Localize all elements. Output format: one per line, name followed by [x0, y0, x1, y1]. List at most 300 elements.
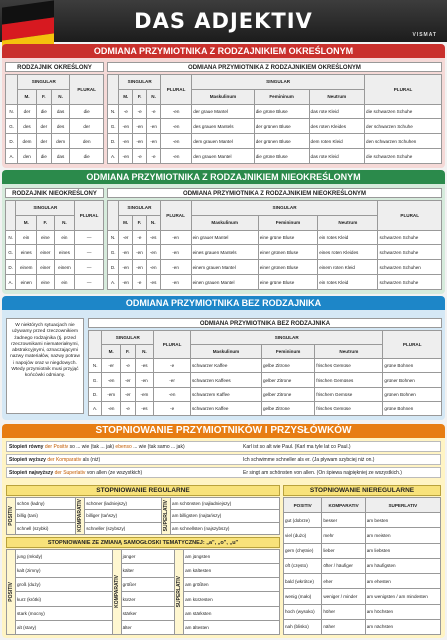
- table-row: [284, 619, 441, 634]
- header-cell: N.: [147, 89, 161, 104]
- table-cell: die schwarzen Schuhe: [365, 104, 442, 119]
- table-cell: gern (chętnie): [284, 543, 322, 558]
- table-cell: einen grauen Mantel: [191, 275, 258, 290]
- table-cell: [7, 550, 16, 635]
- comparison-text: Stopień wyższy: [9, 457, 48, 463]
- header-cell: PLURAL: [161, 75, 192, 105]
- table-cell: jünger: [121, 550, 174, 564]
- section-definite-article: [2, 44, 445, 168]
- table-row: [7, 578, 280, 592]
- header-cell: Neutrum: [309, 89, 365, 104]
- umlaut-title: STOPNIOWANIE ZE ZMIANĄ SAMOGŁOSKI TEMATYCZNEJ: „a", „o", „u": [6, 537, 280, 548]
- table-row: [284, 604, 441, 619]
- table-cell: -es: [146, 230, 160, 245]
- table-row: [284, 543, 441, 558]
- header-cell: M.: [102, 345, 121, 359]
- table-cell: -en: [147, 134, 161, 149]
- comparison-text: ebenso: [115, 444, 132, 450]
- table-cell: am ehesten: [365, 574, 440, 589]
- header-cell: SINGULAR: [16, 201, 75, 216]
- table-cell: am kältesten: [184, 564, 280, 578]
- table-cell: ein: [54, 275, 75, 290]
- table-cell: -en: [133, 245, 147, 260]
- table-cell: -em: [135, 387, 154, 401]
- table-cell: die grüne Bluse: [254, 104, 309, 119]
- section-title: ODMIANA PRZYMIOTNIKA Z RODZAJNIKIEM OKREŚLONYM: [2, 44, 445, 58]
- table-cell: -er: [119, 230, 133, 245]
- header-cell: SINGULAR: [192, 75, 365, 90]
- table-cell: eines grauen Mantels: [191, 245, 258, 260]
- table-cell: A.: [6, 275, 16, 290]
- table-cell: die: [70, 104, 104, 119]
- table-cell: ein: [16, 230, 37, 245]
- table-cell: -en: [119, 245, 133, 260]
- section-title: STOPNIOWANIE PRZYMIOTNIKÓW I PRZYSŁÓWKÓW: [2, 424, 445, 438]
- table-cell: näher: [322, 619, 365, 634]
- table-cell: frischen Gemüses: [315, 373, 383, 387]
- table-cell: -en: [119, 275, 133, 290]
- header-cell: Neutrum: [318, 215, 378, 230]
- table-cell: eines: [16, 245, 37, 260]
- table-cell: der grünen Bluse: [254, 134, 309, 149]
- table-row: [108, 149, 442, 164]
- table-cell: -en: [119, 134, 133, 149]
- table-cell: die: [70, 149, 104, 164]
- header-cell: F.: [37, 215, 55, 230]
- table-cell: dem: [51, 134, 70, 149]
- table-cell: einer: [37, 245, 55, 260]
- regular-table: [6, 497, 280, 535]
- table-cell: D.: [108, 134, 119, 149]
- table-cell: -en: [147, 119, 161, 134]
- table-cell: alt (stary): [16, 620, 113, 634]
- header-cell: Maskulinum: [192, 89, 255, 104]
- table-cell: kalt (zimny): [16, 564, 113, 578]
- column-label: SUPERLATIV: [176, 575, 183, 608]
- table-cell: eher: [322, 574, 365, 589]
- column-label: KOMPARATIV: [77, 499, 84, 532]
- right-subheader: ODMIANA PRZYMIOTNIKA Z RODZAJNIKIEM NIEOKREŚLONYM: [107, 188, 442, 198]
- table-cell: -en: [154, 387, 191, 401]
- table-cell: -en: [160, 230, 191, 245]
- table-cell: A.: [89, 401, 102, 415]
- table-cell: älter: [121, 620, 174, 634]
- table-cell: am besten: [365, 513, 440, 528]
- table-cell: der: [18, 104, 37, 119]
- table-row: [108, 260, 442, 275]
- table-cell: gelber Zitrone: [261, 373, 314, 387]
- table-row: [7, 498, 280, 510]
- table-cell: -en: [160, 245, 191, 260]
- table-cell: groß (duży): [16, 578, 113, 592]
- section-indefinite-article: [2, 170, 445, 294]
- table-cell: einen: [16, 275, 37, 290]
- table-cell: jung (młody): [16, 550, 113, 564]
- table-row: [89, 373, 442, 387]
- table-row: [6, 75, 104, 90]
- header-cell: M.: [119, 89, 133, 104]
- header-cell: SINGULAR: [102, 331, 154, 345]
- table-cell: kälter: [121, 564, 174, 578]
- table-cell: am häufigsten: [365, 558, 440, 573]
- header-cell: KOMPARATIV: [322, 498, 365, 513]
- table-cell: den: [70, 134, 104, 149]
- table-cell: kürzer: [121, 592, 174, 606]
- header-cell: [108, 75, 119, 105]
- header-cell: F.: [36, 89, 51, 104]
- header-cell: PLURAL: [383, 331, 442, 359]
- table-cell: das: [51, 104, 70, 119]
- table-row: [284, 498, 441, 513]
- table-cell: der schwarzen Schuhe: [365, 119, 442, 134]
- table-cell: einer grünen Bluse: [258, 245, 317, 260]
- header-cell: N.: [54, 215, 75, 230]
- header-cell: M.: [119, 215, 133, 230]
- left-subheader: RODZAJNIK NIEOKREŚLONY: [5, 188, 104, 198]
- header-cell: Femininum: [258, 215, 317, 230]
- table-row: [6, 245, 104, 260]
- table-cell: N.: [6, 104, 18, 119]
- table-cell: gut (dobrze): [284, 513, 322, 528]
- brand-logo: VISMAT: [412, 32, 437, 38]
- table-cell: ein rotes Kleid: [318, 275, 378, 290]
- table-row: [7, 606, 280, 620]
- table-cell: mehr: [322, 528, 365, 543]
- table-cell: das rote Kleid: [309, 149, 365, 164]
- table-cell: bald (wkrótce): [284, 574, 322, 589]
- umlaut-table: [6, 549, 280, 635]
- header-cell: SINGULAR: [119, 201, 160, 216]
- table-cell: des: [51, 119, 70, 134]
- title-bar: [0, 0, 447, 42]
- table-cell: -er: [120, 373, 135, 387]
- table-cell: N.: [108, 230, 119, 245]
- table-row: [7, 550, 280, 564]
- table-cell: grünen Bohnen: [383, 387, 442, 401]
- table-row: [6, 134, 104, 149]
- table-cell: A.: [108, 275, 119, 290]
- table-row: [108, 230, 442, 245]
- table-cell: N.: [6, 230, 16, 245]
- table-row: [108, 104, 442, 119]
- left-subheader: RODZAJNIK OKREŚLONY: [5, 62, 104, 72]
- table-cell: -er: [120, 387, 135, 401]
- table-cell: schön (ładny): [16, 498, 76, 510]
- table-cell: D.: [6, 260, 16, 275]
- header-cell: PLURAL: [70, 75, 104, 105]
- header-cell: N.: [51, 89, 70, 104]
- table-row: [6, 275, 104, 290]
- table-cell: -en: [119, 260, 133, 275]
- table-row: [89, 387, 442, 401]
- header-cell: POSITIV: [284, 498, 322, 513]
- table-cell: einer: [37, 260, 55, 275]
- header-cell: F.: [120, 345, 135, 359]
- table-row: [7, 510, 280, 522]
- comparison-text: Stopień najwyższy: [9, 470, 55, 476]
- ending-table: [107, 200, 442, 290]
- table-cell: das: [51, 149, 70, 164]
- article-table: [5, 74, 104, 164]
- table-cell: N.: [108, 104, 119, 119]
- comparison-text: Stopień równy: [9, 444, 45, 450]
- header-cell: Maskulinum: [191, 215, 258, 230]
- table-row: [7, 620, 280, 634]
- table-cell: größer: [121, 578, 174, 592]
- table-cell: -e: [147, 104, 161, 119]
- table-cell: -er: [102, 359, 121, 373]
- table-cell: -es: [135, 401, 154, 415]
- header-cell: PLURAL: [378, 201, 442, 231]
- regular-title: STOPNIOWANIE REGULARNE: [6, 485, 280, 496]
- table-cell: G.: [89, 373, 102, 387]
- table-cell: -en: [161, 134, 192, 149]
- table-cell: —: [75, 230, 104, 245]
- header-cell: N.: [146, 215, 160, 230]
- comparison-text: von allen (ze wszystkich): [85, 470, 143, 476]
- table-cell: -e: [119, 104, 133, 119]
- header-cell: SINGULAR: [191, 201, 378, 216]
- table-cell: D.: [108, 260, 119, 275]
- table-cell: schwarzer Kaffee: [191, 359, 262, 373]
- table-cell: ein rotes Kleid: [318, 230, 378, 245]
- comparison-row: [6, 441, 441, 452]
- table-row: [108, 75, 442, 90]
- header-cell: PLURAL: [154, 331, 191, 359]
- table-row: [284, 589, 441, 604]
- table-cell: -en: [102, 373, 121, 387]
- table-cell: billig (tani): [16, 510, 76, 522]
- header-cell: F.: [133, 89, 147, 104]
- table-cell: schwarzen Kaffee: [191, 401, 262, 415]
- table-cell: das rote Kleid: [309, 104, 365, 119]
- table-cell: besser: [322, 513, 365, 528]
- table-cell: gelbe Zitrone: [261, 359, 314, 373]
- table-cell: am jüngsten: [184, 550, 280, 564]
- table-cell: -e: [154, 359, 191, 373]
- table-row: [284, 558, 441, 573]
- table-cell: wenig (mało): [284, 589, 322, 604]
- irregular-title: STOPNIOWANIE NIEREGULARNE: [283, 485, 441, 496]
- table-row: [6, 119, 104, 134]
- table-cell: nah (blisko): [284, 619, 322, 634]
- table-row: [6, 260, 104, 275]
- table-cell: viel (dużo): [284, 528, 322, 543]
- table-cell: der: [70, 119, 104, 134]
- table-cell: die: [36, 104, 51, 119]
- table-cell: [112, 550, 121, 635]
- table-cell: -en: [160, 275, 191, 290]
- explanation-note: W niektórych sytuacjach nie używamy przed rzeczownikiem żadnego rodzajnika (tj. przed rzeczownikami niemateriałnymi, abstrakcyjnymi, oznaczającymi nazwy materiałów, nazwy potraw i napojów oraz w niegdowych. Wtedy przymiotnik musi przyjąć końcówki odmiany.: [6, 318, 84, 414]
- right-subheader: ODMIANA PRZYMIOTNIKA BEZ RODZAJNIKA: [88, 318, 442, 328]
- header-cell: SUPERLATIV: [365, 498, 440, 513]
- table-cell: -en: [119, 119, 133, 134]
- table-cell: -es: [135, 359, 154, 373]
- table-cell: -en: [146, 260, 160, 275]
- table-cell: oft (często): [284, 558, 322, 573]
- table-row: [7, 522, 280, 534]
- table-cell: -e: [154, 401, 191, 415]
- table-cell: einem: [16, 260, 37, 275]
- table-cell: des roten Kleides: [309, 119, 365, 134]
- table-cell: -en: [161, 104, 192, 119]
- table-cell: hoch (wysoko): [284, 604, 322, 619]
- table-row: [89, 331, 442, 345]
- header-cell: PLURAL: [160, 201, 191, 231]
- header-cell: M.: [18, 89, 37, 104]
- header-cell: SINGULAR: [191, 331, 383, 345]
- table-cell: am meisten: [365, 528, 440, 543]
- table-cell: G.: [108, 119, 119, 134]
- header-cell: [108, 201, 119, 231]
- table-cell: kurz (krótki): [16, 592, 113, 606]
- table-row: [108, 119, 442, 134]
- table-cell: der grünen Bluse: [254, 119, 309, 134]
- table-cell: eine grüne Bluse: [258, 275, 317, 290]
- table-cell: —: [75, 275, 104, 290]
- table-row: [7, 564, 280, 578]
- table-cell: -e: [120, 359, 135, 373]
- table-cell: grüne Bohnen: [383, 359, 442, 373]
- header-cell: PLURAL: [365, 75, 442, 105]
- header-cell: [89, 331, 102, 359]
- table-cell: öfter / häufiger: [322, 558, 365, 573]
- table-cell: -e: [133, 230, 147, 245]
- table-cell: am kürzesten: [184, 592, 280, 606]
- column-label: POSITIV: [8, 581, 14, 602]
- header-cell: [6, 201, 16, 231]
- header-cell: M.: [16, 215, 37, 230]
- table-cell: G.: [6, 245, 16, 260]
- section-no-article: [2, 296, 445, 420]
- table-cell: -es: [146, 275, 160, 290]
- table-cell: —: [75, 260, 104, 275]
- table-cell: eines roten Kleides: [318, 245, 378, 260]
- table-cell: am billigsten (najtańszy): [171, 510, 280, 522]
- table-cell: einem roten Kleid: [318, 260, 378, 275]
- column-label: POSITIV: [8, 505, 14, 526]
- table-cell: am nächsten: [365, 619, 440, 634]
- table-cell: weniger / minder: [322, 589, 365, 604]
- table-cell: -e: [120, 401, 135, 415]
- table-cell: D.: [89, 387, 102, 401]
- table-cell: der graue Mantel: [192, 104, 255, 119]
- table-cell: ein: [54, 230, 75, 245]
- table-row: [284, 574, 441, 589]
- table-cell: G.: [108, 245, 119, 260]
- table-cell: die schwarzen Schuhe: [365, 149, 442, 164]
- table-cell: am wenigsten / am mindesten: [365, 589, 440, 604]
- header-cell: [6, 75, 18, 105]
- page-title: DAS ADJEKTIV: [134, 9, 313, 33]
- header-cell: Femininum: [261, 345, 314, 359]
- table-cell: einem: [54, 260, 75, 275]
- table-cell: billiger (tańszy): [85, 510, 162, 522]
- table-cell: eine: [37, 230, 55, 245]
- table-cell: am größten: [184, 578, 280, 592]
- table-cell: den grauen Mantel: [192, 149, 255, 164]
- table-cell: -e: [133, 104, 147, 119]
- table-cell: schwarzen Kaffees: [191, 373, 262, 387]
- table-cell: lieber: [322, 543, 365, 558]
- table-cell: dem roten Kleid: [309, 134, 365, 149]
- section-title: ODMIANA PRZYMIOTNIKA BEZ RODZAJNIKA: [2, 296, 445, 310]
- table-cell: A.: [108, 149, 119, 164]
- comparison-text: so ... wie (tak ... jak): [68, 444, 116, 450]
- table-cell: die: [36, 149, 51, 164]
- table-row: [108, 134, 442, 149]
- irregular-table: [283, 497, 441, 635]
- comparison-text: der Positiv: [44, 444, 69, 450]
- header-cell: Maskulinum: [191, 345, 262, 359]
- table-cell: dem: [18, 134, 37, 149]
- comparison-row: [6, 467, 441, 478]
- table-cell: [76, 498, 85, 535]
- table-cell: am stärksten: [184, 606, 280, 620]
- table-cell: -en: [135, 373, 154, 387]
- table-cell: gelbe Zitrone: [261, 401, 314, 415]
- table-cell: grüner Bohnen: [383, 373, 442, 387]
- table-cell: -en: [133, 119, 147, 134]
- article-table: [5, 200, 104, 290]
- table-cell: des grauen Mantels: [192, 119, 255, 134]
- table-cell: schnell (szybki): [16, 522, 76, 534]
- table-row: [6, 230, 104, 245]
- table-cell: eines: [54, 245, 75, 260]
- table-row: [108, 275, 442, 290]
- table-row: [89, 359, 442, 373]
- table-cell: am ältesten: [184, 620, 280, 634]
- comparison-row: [6, 454, 441, 465]
- table-cell: frischem Gemüse: [315, 387, 383, 401]
- comparison-example: Er singt am schönsten von allen. (On śpiewa najpiękniej ze wszystkich.): [243, 470, 402, 476]
- header-cell: Femininum: [254, 89, 309, 104]
- table-cell: G.: [6, 119, 18, 134]
- table-row: [284, 528, 441, 543]
- right-subheader: ODMIANA PRZYMIOTNIKA Z RODZAJNIKIEM OKREŚLONYM: [107, 62, 442, 72]
- table-row: [7, 592, 280, 606]
- table-cell: -e: [147, 149, 161, 164]
- table-cell: -em: [102, 387, 121, 401]
- table-cell: stark (mocny): [16, 606, 113, 620]
- header-cell: F.: [133, 215, 147, 230]
- table-cell: -e: [133, 275, 147, 290]
- ending-table: [107, 74, 442, 164]
- comparison-example: Karl ist so alt wie Paul. (Karl ma tyle lat co Paul.): [243, 444, 351, 450]
- comparison-text: als (niż): [81, 457, 101, 463]
- table-cell: N.: [89, 359, 102, 373]
- table-cell: den schwarzen Schuhen: [365, 134, 442, 149]
- table-cell: schwarzen Schuhe: [378, 245, 442, 260]
- column-label: KOMPARATIV: [113, 575, 120, 608]
- header-cell: PLURAL: [75, 201, 104, 231]
- header-cell: SINGULAR: [18, 75, 70, 90]
- table-cell: eine: [37, 275, 55, 290]
- table-cell: frisches Gemüse: [315, 359, 383, 373]
- table-cell: am liebsten: [365, 543, 440, 558]
- table-cell: eine grüne Bluse: [258, 230, 317, 245]
- table-cell: -er: [154, 373, 191, 387]
- table-row: [6, 149, 104, 164]
- table-cell: grüne Bohnen: [383, 401, 442, 415]
- table-row: [89, 401, 442, 415]
- table-row: [108, 245, 442, 260]
- table-cell: den: [18, 149, 37, 164]
- comparison-example: Ich schwimme schneller als er. (Ja pływam szybciej niż on.): [243, 457, 375, 463]
- table-cell: der: [36, 119, 51, 134]
- table-cell: schwarzen Schuhen: [378, 260, 442, 275]
- table-cell: am schönsten (najładniejszy): [171, 498, 280, 510]
